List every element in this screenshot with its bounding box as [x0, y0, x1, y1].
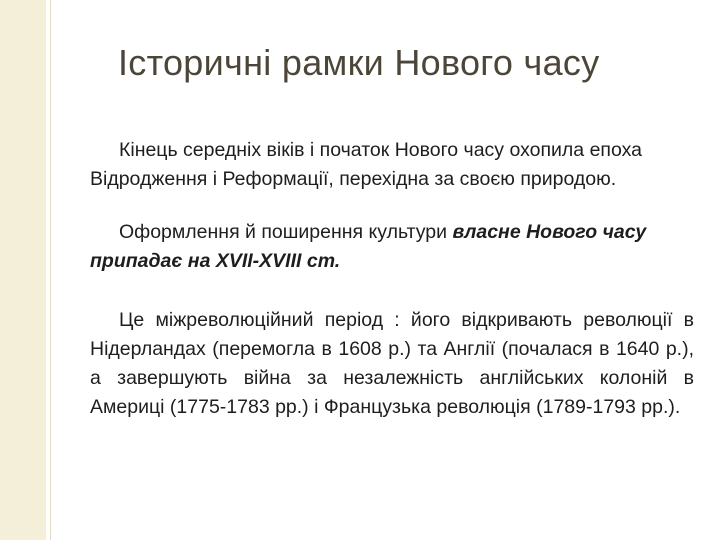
- slide-content: [90, 136, 694, 422]
- decorative-side-stripe: [0, 0, 46, 540]
- emphasized-period-text: власне Нового часу припадає на XVII-XVIII ст.: [90, 221, 647, 272]
- slide-title: Історичні рамки Нового часу: [118, 42, 600, 83]
- decorative-stripe-line: [50, 0, 51, 540]
- paragraph-revolutions: Це міжреволюційний період : його відкривають революції в Нідерландах (перемогла в 1608 р.) та Англії (почалася в 1640 р.), а завершують війна за незалежність англійських колоній в Америці (1775-1783 рр.) і Французька революція (1789-1793 рр.).: [90, 309, 694, 418]
- paragraph-renaissance: Кінець середніх віків і початок Нового часу охопила епоха Відродження і Реформації, перехідна за своєю природою.: [90, 139, 642, 190]
- paragraph-lead-text: Оформлення й поширення культури: [119, 221, 453, 243]
- paragraph-modern-culture: [90, 218, 694, 276]
